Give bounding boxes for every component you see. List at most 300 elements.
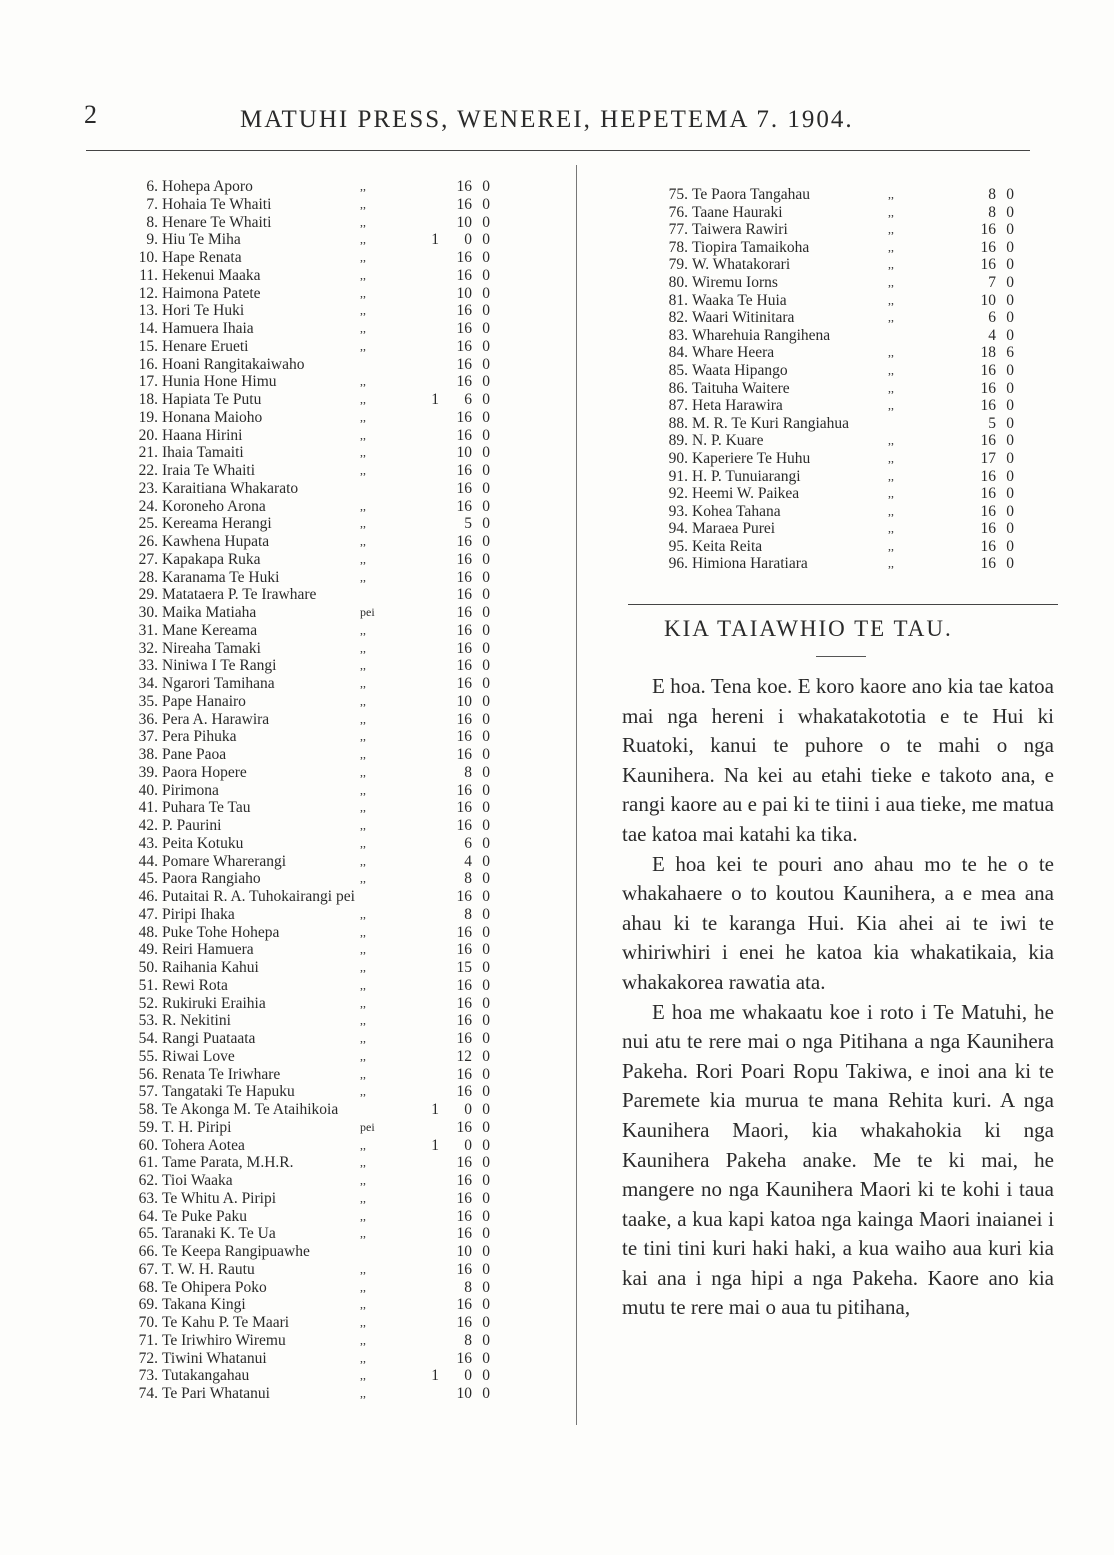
ditto-mark: ,, bbox=[360, 1332, 366, 1347]
entry-number: 62. bbox=[138, 1172, 158, 1189]
ditto-mark: ,, bbox=[360, 1261, 366, 1276]
subscriber-name: Pera Pihuka bbox=[162, 728, 237, 746]
list-item bbox=[650, 468, 1030, 486]
subscriber-name: Hohepa Aporo bbox=[162, 178, 253, 195]
list-item bbox=[650, 309, 1030, 327]
subscriber-name: Rukiruki Eraihia bbox=[162, 994, 266, 1012]
amount-pence: 0 bbox=[482, 444, 490, 462]
ditto-mark: ,, bbox=[888, 310, 894, 325]
entry-number: 37. bbox=[138, 728, 158, 746]
entry-number: 67. bbox=[138, 1260, 158, 1278]
list-item bbox=[120, 586, 520, 604]
amount-shillings: 16 bbox=[456, 675, 472, 692]
subscriber-name: Karanama Te Huki bbox=[162, 568, 280, 586]
list-item bbox=[120, 551, 520, 569]
amount-shillings: 12 bbox=[456, 1047, 472, 1065]
list-item bbox=[120, 444, 520, 462]
ditto-mark: ,, bbox=[360, 285, 366, 300]
amount-pence: 0 bbox=[1006, 520, 1014, 538]
amount-shillings: 16 bbox=[456, 923, 472, 941]
amount-pence: 0 bbox=[482, 1349, 490, 1367]
list-item bbox=[120, 1066, 520, 1084]
amount-shillings: 16 bbox=[456, 976, 472, 994]
amount-pence: 0 bbox=[482, 462, 490, 479]
ditto-mark: ,, bbox=[360, 232, 366, 247]
entry-number: 26. bbox=[138, 533, 158, 550]
list-item bbox=[650, 256, 1030, 274]
ditto-mark: ,, bbox=[360, 1386, 366, 1400]
ditto-mark: ,, bbox=[888, 503, 894, 518]
subscriber-list-left bbox=[120, 178, 520, 1403]
amount-pence: 0 bbox=[482, 763, 490, 781]
amount-shillings: 5 bbox=[988, 414, 996, 432]
amount-pence: 0 bbox=[482, 1083, 490, 1101]
list-item bbox=[120, 178, 520, 196]
amount-shillings: 16 bbox=[456, 1189, 472, 1207]
amount-pence: 0 bbox=[482, 817, 490, 834]
amount-pence: 0 bbox=[482, 550, 490, 568]
amount-shillings: 16 bbox=[456, 426, 472, 444]
amount-shillings: 16 bbox=[980, 467, 996, 485]
subscriber-name: Putaitai R. A. Tuhokairangi pei bbox=[162, 888, 355, 905]
amount-shillings: 16 bbox=[456, 1172, 472, 1189]
amount-pence: 0 bbox=[482, 1243, 490, 1260]
ditto-mark: ,, bbox=[360, 747, 366, 761]
amount-shillings: 16 bbox=[980, 379, 996, 397]
amount-shillings: 10 bbox=[456, 692, 472, 710]
ditto-mark: ,, bbox=[360, 250, 366, 264]
amount-shillings: 16 bbox=[456, 746, 472, 763]
amount-shillings: 16 bbox=[456, 266, 472, 284]
list-item bbox=[120, 1296, 520, 1314]
amount-shillings: 16 bbox=[456, 621, 472, 639]
entry-number: 64. bbox=[138, 1207, 158, 1225]
amount-shillings: 5 bbox=[464, 515, 472, 533]
amount-pounds: 1 bbox=[431, 391, 439, 408]
entry-number: 7. bbox=[146, 195, 158, 213]
amount-pence: 0 bbox=[482, 976, 490, 994]
ditto-mark: ,, bbox=[360, 924, 366, 939]
amount-shillings: 8 bbox=[464, 1331, 472, 1349]
amount-pence: 0 bbox=[482, 1012, 490, 1030]
amount-shillings: 0 bbox=[464, 1367, 472, 1385]
amount-pounds: 1 bbox=[431, 1367, 439, 1385]
list-item bbox=[120, 569, 520, 587]
entry-number: 91. bbox=[668, 467, 688, 485]
amount-pence: 0 bbox=[482, 675, 490, 692]
amount-pence: 0 bbox=[482, 1385, 490, 1402]
entry-number: 90. bbox=[668, 449, 688, 467]
list-item bbox=[120, 1367, 520, 1385]
entry-number: 54. bbox=[138, 1030, 158, 1047]
ditto-mark: ,, bbox=[888, 468, 894, 483]
entry-number: 63. bbox=[138, 1189, 158, 1207]
ditto-mark: ,, bbox=[360, 782, 366, 797]
subscriber-name: Hekenui Maaka bbox=[162, 266, 261, 284]
list-item bbox=[120, 427, 520, 445]
amount-shillings: 16 bbox=[456, 1260, 472, 1278]
entry-number: 20. bbox=[138, 426, 158, 444]
subscriber-name: Ihaia Tamaiti bbox=[162, 444, 244, 462]
entry-number: 69. bbox=[138, 1296, 158, 1314]
subscriber-name: Karaitiana Whakarato bbox=[162, 479, 299, 497]
amount-shillings: 16 bbox=[456, 817, 472, 834]
list-item bbox=[120, 249, 520, 267]
subscriber-name: Raihania Kahui bbox=[162, 959, 259, 976]
subscriber-name: Paora Hopere bbox=[162, 763, 247, 781]
entry-number: 57. bbox=[138, 1083, 158, 1101]
ditto-mark: ,, bbox=[360, 1208, 366, 1223]
amount-pence: 0 bbox=[482, 568, 490, 586]
ditto-mark: ,, bbox=[360, 179, 366, 193]
subscriber-name: Tioi Waaka bbox=[162, 1172, 233, 1189]
amount-pence: 0 bbox=[482, 533, 490, 550]
amount-shillings: 16 bbox=[456, 497, 472, 515]
list-item bbox=[650, 485, 1030, 503]
amount-shillings: 16 bbox=[980, 432, 996, 450]
ditto-mark: ,, bbox=[888, 398, 894, 413]
amount-shillings: 0 bbox=[464, 1136, 472, 1154]
ditto-mark: ,, bbox=[360, 1084, 366, 1099]
entry-number: 8. bbox=[146, 213, 158, 231]
ditto-mark: ,, bbox=[888, 433, 894, 448]
subscriber-name: Taituha Waitere bbox=[692, 379, 790, 397]
entry-number: 9. bbox=[146, 231, 158, 249]
amount-shillings: 16 bbox=[980, 221, 996, 239]
entry-number: 82. bbox=[668, 309, 688, 327]
ditto-mark: ,, bbox=[360, 303, 366, 318]
amount-pence: 0 bbox=[482, 905, 490, 923]
list-item bbox=[120, 764, 520, 782]
entry-number: 86. bbox=[668, 379, 688, 397]
list-item bbox=[120, 941, 520, 959]
amount-pence: 0 bbox=[482, 195, 490, 213]
amount-pence: 0 bbox=[482, 870, 490, 888]
amount-shillings: 8 bbox=[464, 1278, 472, 1296]
subscriber-name: Puhara Te Tau bbox=[162, 799, 251, 817]
ditto-mark: ,, bbox=[360, 374, 366, 389]
subscriber-name: Haimona Patete bbox=[162, 284, 261, 302]
ditto-mark: ,, bbox=[360, 729, 366, 744]
list-item bbox=[120, 462, 520, 480]
ditto-mark: ,, bbox=[360, 977, 366, 992]
list-item bbox=[120, 267, 520, 285]
list-item bbox=[120, 1154, 520, 1172]
amount-shillings: 10 bbox=[456, 213, 472, 231]
entry-number: 27. bbox=[138, 550, 158, 568]
amount-pence: 0 bbox=[482, 373, 490, 391]
subscriber-name: Tiwini Whatanui bbox=[162, 1349, 267, 1367]
amount-pence: 0 bbox=[482, 994, 490, 1012]
amount-pence: 0 bbox=[482, 923, 490, 941]
ditto-mark: ,, bbox=[888, 257, 894, 272]
entry-number: 84. bbox=[668, 344, 688, 362]
amount-shillings: 16 bbox=[456, 657, 472, 675]
entry-number: 66. bbox=[138, 1243, 158, 1260]
amount-shillings: 16 bbox=[456, 178, 472, 195]
list-item bbox=[120, 959, 520, 977]
entry-number: 10. bbox=[138, 249, 158, 266]
amount-shillings: 16 bbox=[456, 1225, 472, 1243]
subscriber-name: Tohera Aotea bbox=[162, 1136, 245, 1154]
list-item bbox=[120, 214, 520, 232]
ditto-mark: ,, bbox=[360, 214, 366, 229]
list-item bbox=[120, 1225, 520, 1243]
amount-shillings: 8 bbox=[464, 905, 472, 923]
list-item bbox=[120, 675, 520, 693]
list-item bbox=[650, 538, 1030, 556]
entry-number: 49. bbox=[138, 941, 158, 959]
ditto-mark: ,, bbox=[360, 1173, 366, 1187]
subscriber-name: Rewi Rota bbox=[162, 976, 228, 994]
entry-number: 39. bbox=[138, 763, 158, 781]
entry-number: 65. bbox=[138, 1225, 158, 1243]
amount-pence: 0 bbox=[482, 941, 490, 959]
list-item bbox=[120, 533, 520, 551]
article-title: KIA TAIAWHIO TE TAU. bbox=[664, 616, 953, 641]
entry-number: 24. bbox=[138, 497, 158, 515]
amount-shillings: 16 bbox=[456, 479, 472, 497]
amount-shillings: 10 bbox=[456, 284, 472, 302]
amount-pence: 0 bbox=[1006, 432, 1014, 450]
ditto-mark: ,, bbox=[360, 871, 366, 886]
amount-pence: 0 bbox=[482, 266, 490, 284]
amount-pence: 6 bbox=[1006, 344, 1014, 362]
entry-number: 6. bbox=[146, 178, 158, 195]
ditto-mark: ,, bbox=[360, 800, 366, 815]
entry-number: 83. bbox=[668, 326, 688, 344]
amount-pence: 0 bbox=[1006, 238, 1014, 256]
amount-pence: 0 bbox=[1006, 256, 1014, 274]
list-item bbox=[120, 693, 520, 711]
entry-number: 33. bbox=[138, 657, 158, 675]
subscriber-name: Te Akonga M. Te Ataihikoia bbox=[162, 1101, 339, 1118]
subscriber-name: Maika Matiaha bbox=[162, 604, 257, 621]
ditto-mark: ,, bbox=[360, 392, 366, 406]
list-item bbox=[120, 640, 520, 658]
ditto-mark: ,, bbox=[360, 818, 366, 832]
list-item bbox=[650, 415, 1030, 433]
amount-shillings: 16 bbox=[980, 397, 996, 415]
subscriber-name: Wiremu Iorns bbox=[692, 273, 778, 291]
amount-shillings: 16 bbox=[456, 568, 472, 586]
subscriber-name: Te Ohipera Poko bbox=[162, 1278, 267, 1296]
list-item bbox=[650, 344, 1030, 362]
amount-shillings: 10 bbox=[980, 291, 996, 309]
list-item bbox=[120, 1243, 520, 1261]
amount-shillings: 10 bbox=[456, 444, 472, 462]
entry-number: 73. bbox=[138, 1367, 158, 1385]
amount-shillings: 16 bbox=[456, 728, 472, 746]
ditto-mark: ,, bbox=[360, 1066, 366, 1081]
list-item bbox=[650, 380, 1030, 398]
list-item bbox=[120, 231, 520, 249]
amount-pence: 0 bbox=[1006, 221, 1014, 239]
amount-shillings: 4 bbox=[988, 326, 996, 344]
list-item bbox=[120, 1137, 520, 1155]
subscriber-name: Honana Maioho bbox=[162, 408, 263, 426]
list-item bbox=[120, 1190, 520, 1208]
amount-shillings: 16 bbox=[456, 337, 472, 355]
ditto-mark: ,, bbox=[360, 445, 366, 460]
subscriber-name: Hunia Hone Himu bbox=[162, 373, 277, 391]
amount-shillings: 8 bbox=[464, 763, 472, 781]
subscriber-name: Henare Te Whaiti bbox=[162, 213, 272, 231]
amount-pence: 0 bbox=[482, 888, 490, 905]
list-item bbox=[650, 503, 1030, 521]
amount-pence: 0 bbox=[1006, 555, 1014, 573]
ditto-mark: ,, bbox=[360, 906, 366, 921]
list-item bbox=[650, 520, 1030, 538]
amount-pence: 0 bbox=[482, 497, 490, 515]
ditto-mark: ,, bbox=[360, 409, 366, 424]
amount-pence: 0 bbox=[482, 604, 490, 621]
ditto-mark: ,, bbox=[360, 534, 366, 548]
list-item bbox=[120, 728, 520, 746]
entry-number: 29. bbox=[138, 586, 158, 604]
amount-shillings: 16 bbox=[456, 1154, 472, 1172]
subscriber-name: Hamuera Ihaia bbox=[162, 320, 254, 337]
subscriber-name: Kereama Herangi bbox=[162, 515, 272, 533]
subscriber-name: Pera A. Harawira bbox=[162, 710, 270, 728]
amount-shillings: 6 bbox=[464, 834, 472, 852]
amount-shillings: 16 bbox=[456, 1118, 472, 1136]
entry-number: 52. bbox=[138, 994, 158, 1012]
amount-pence: 0 bbox=[1006, 537, 1014, 555]
ditto-mark: ,, bbox=[888, 380, 894, 395]
amount-shillings: 16 bbox=[456, 639, 472, 657]
amount-pounds: 1 bbox=[431, 1136, 439, 1154]
amount-shillings: 6 bbox=[988, 309, 996, 327]
entry-number: 35. bbox=[138, 692, 158, 710]
list-item bbox=[650, 274, 1030, 292]
amount-pence: 0 bbox=[482, 1278, 490, 1296]
amount-shillings: 16 bbox=[456, 462, 472, 479]
ditto-mark: ,, bbox=[360, 676, 366, 690]
amount-pence: 0 bbox=[482, 746, 490, 763]
entry-number: 23. bbox=[138, 479, 158, 497]
entry-number: 96. bbox=[668, 555, 688, 573]
list-item bbox=[120, 498, 520, 516]
ditto-mark: ,, bbox=[360, 658, 366, 673]
ditto-mark: ,, bbox=[888, 222, 894, 237]
ditto-mark: ,, bbox=[360, 1048, 366, 1063]
subscriber-name: Taranaki K. Te Ua bbox=[162, 1225, 276, 1243]
entry-number: 48. bbox=[138, 923, 158, 941]
amount-shillings: 16 bbox=[456, 994, 472, 1012]
ditto-mark: pei bbox=[360, 1119, 375, 1134]
list-item bbox=[650, 292, 1030, 310]
entry-number: 72. bbox=[138, 1349, 158, 1367]
ditto-mark: ,, bbox=[360, 551, 366, 566]
list-item bbox=[120, 782, 520, 800]
subscriber-name: Taane Hauraki bbox=[692, 203, 783, 221]
list-item bbox=[120, 799, 520, 817]
amount-shillings: 10 bbox=[456, 1243, 472, 1260]
amount-shillings: 16 bbox=[456, 888, 472, 905]
subscriber-name: Hiu Te Miha bbox=[162, 231, 241, 249]
article-rule bbox=[628, 604, 1058, 605]
article-paragraph: E hoa me whakaatu koe i roto i Te Matuhi, he nui atu te rere mai o nga Pitihana a nga Kaunihera Pakeha. Rori Poari Ropu Takiwa, e inoi ana ki te Paremete kia murua te mana Rehita kuri. A nga Kaunihera Maori, kia whakahokia ki nga Kaunihera Pakeha anake. Me te ki mai, he mangere no nga Kaunihera Maori ki te kohi i taua taake, a kua kapi katoa nga kainga Maori inaianei i te tini tini kuri haki haki, a kua waiho aua kuri kia kai ana i nga hipi a nga Pakeha. Kaore ano kia mutu te rere mai o aua tu pitihana, bbox=[622, 999, 1054, 1320]
subscriber-name: Peita Kotuku bbox=[162, 834, 244, 852]
subscriber-name: T. W. H. Rautu bbox=[162, 1260, 255, 1278]
list-item bbox=[120, 657, 520, 675]
subscriber-name: Te Whitu A. Piripi bbox=[162, 1189, 277, 1207]
amount-pounds: 1 bbox=[431, 231, 439, 249]
amount-pence: 0 bbox=[482, 959, 490, 976]
entry-number: 51. bbox=[138, 976, 158, 994]
list-item bbox=[120, 906, 520, 924]
ditto-mark: ,, bbox=[888, 486, 894, 501]
subscriber-name: Te Paora Tangahau bbox=[692, 186, 811, 203]
amount-shillings: 16 bbox=[456, 320, 472, 337]
subscriber-name: Keita Reita bbox=[692, 537, 763, 555]
subscriber-name: Waari Witinitara bbox=[692, 309, 795, 327]
entry-number: 60. bbox=[138, 1136, 158, 1154]
article-body bbox=[622, 672, 1054, 1323]
amount-pence: 0 bbox=[482, 426, 490, 444]
entry-number: 42. bbox=[138, 817, 158, 834]
amount-shillings: 16 bbox=[456, 408, 472, 426]
subscriber-name: Kaperiere Te Huhu bbox=[692, 449, 811, 467]
list-item bbox=[120, 977, 520, 995]
subscriber-name: Hapiata Te Putu bbox=[162, 391, 262, 408]
amount-shillings: 16 bbox=[456, 1083, 472, 1101]
subscriber-name: Whare Heera bbox=[692, 344, 775, 362]
amount-pence: 0 bbox=[482, 1260, 490, 1278]
list-item bbox=[120, 622, 520, 640]
list-item bbox=[120, 1119, 520, 1137]
entry-number: 85. bbox=[668, 361, 688, 379]
ditto-mark: ,, bbox=[888, 450, 894, 465]
amount-shillings: 17 bbox=[980, 449, 996, 467]
amount-pence: 0 bbox=[482, 1314, 490, 1331]
entry-number: 70. bbox=[138, 1314, 158, 1331]
subscriber-name: Kohea Tahana bbox=[692, 502, 781, 520]
subscriber-name: Hori Te Huki bbox=[162, 302, 245, 320]
list-item bbox=[120, 1012, 520, 1030]
amount-shillings: 16 bbox=[456, 1030, 472, 1047]
list-item bbox=[120, 604, 520, 622]
article-title-dash bbox=[816, 656, 866, 657]
subscriber-name: Kapakapa Ruka bbox=[162, 550, 261, 568]
list-item bbox=[120, 1261, 520, 1279]
entry-number: 13. bbox=[138, 302, 158, 320]
list-item bbox=[120, 515, 520, 533]
amount-pence: 0 bbox=[482, 178, 490, 195]
entry-number: 45. bbox=[138, 870, 158, 888]
entry-number: 88. bbox=[668, 414, 688, 432]
ditto-mark: ,, bbox=[360, 1368, 366, 1383]
entry-number: 55. bbox=[138, 1047, 158, 1065]
entry-number: 68. bbox=[138, 1278, 158, 1296]
subscriber-name: Te Keepa Rangipuawhe bbox=[162, 1243, 310, 1260]
list-item bbox=[120, 338, 520, 356]
subscriber-name: Te Pari Whatanui bbox=[162, 1385, 270, 1402]
entry-number: 16. bbox=[138, 355, 158, 373]
article-paragraph: E hoa. Tena koe. E koro kaore ano kia tae katoa mai nga hereni i whakatakototia e te Hui ki Ruatoki, kanui te puhore o te mahi o nga Kaunihera. Na kei au etahi tieke e takoto ana, e rangi kaore au e pai ki te tiini i aua tieke, me matua tae katoa mai katahi ka tika. bbox=[622, 674, 1054, 846]
amount-pence: 0 bbox=[482, 834, 490, 852]
entry-number: 92. bbox=[668, 485, 688, 503]
ditto-mark: ,, bbox=[360, 711, 366, 726]
amount-shillings: 16 bbox=[456, 373, 472, 391]
list-item bbox=[120, 391, 520, 409]
subscriber-name: Himiona Haratiara bbox=[692, 555, 808, 573]
subscriber-name: Ngarori Tamihana bbox=[162, 675, 275, 692]
list-item bbox=[120, 1314, 520, 1332]
amount-pence: 0 bbox=[1006, 326, 1014, 344]
amount-shillings: 16 bbox=[980, 256, 996, 274]
